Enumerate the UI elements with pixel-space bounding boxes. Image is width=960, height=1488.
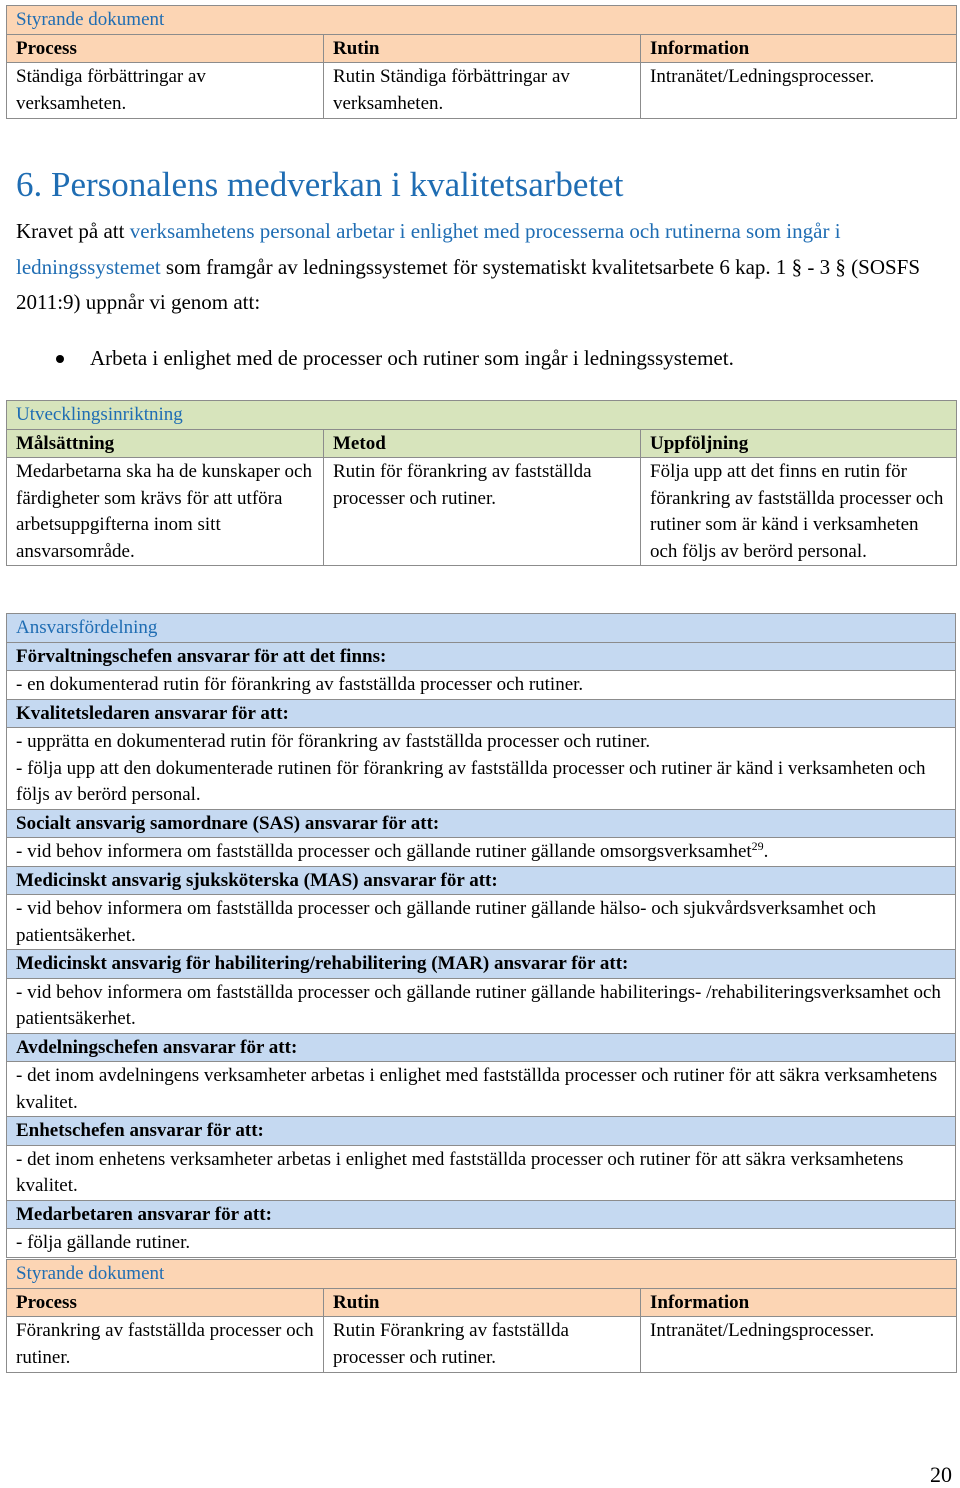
column-header-process: Process	[7, 1288, 324, 1317]
responsibility-heading: Socialt ansvarig samordnare (SAS) ansvarar för att:	[7, 809, 956, 838]
table-title: Utvecklingsinriktning	[7, 401, 957, 430]
table-title: Styrande dokument	[7, 6, 957, 35]
responsibility-item: - en dokumenterad rutin för förankring av fastställda processer och rutiner.	[7, 671, 956, 700]
table-cell-process: Ständiga förbättringar av verksamheten.	[7, 63, 324, 119]
table-cell-rutin: Rutin Ständiga förbättringar av verksamheten.	[324, 63, 641, 119]
table-cell-rutin: Rutin Förankring av fastställda processer och rutiner.	[324, 1317, 641, 1373]
responsibility-heading: Avdelningschefen ansvarar för att:	[7, 1033, 956, 1062]
governing-documents-table-bottom	[6, 1259, 957, 1373]
table-title: Ansvarsfördelning	[7, 614, 956, 643]
footnote-marker: 29	[751, 839, 764, 853]
section-title: Personalens medverkan i kvalitetsarbetet	[51, 165, 624, 204]
table-cell-malsattning: Medarbetarna ska ha de kunskaper och färdigheter som krävs för att utföra arbetsuppgifterna inom sitt ansvarsområde.	[7, 458, 324, 566]
column-header-uppfoljning: Uppföljning	[641, 429, 957, 458]
table-cell-information: Intranätet/Ledningsprocesser.	[641, 1317, 957, 1373]
governing-documents-table-top	[6, 5, 957, 119]
responsibility-line: - vid behov informera om fastställda processer och gällande rutiner gällande omsorgsverksamhet	[16, 841, 752, 862]
responsibility-heading: Kvalitetsledaren ansvarar för att:	[7, 699, 956, 728]
paragraph-highlight: verksamhetens personal arbetar i enlighet med processerna och rutinerna som ingår i ledningssystemet	[16, 219, 841, 279]
column-header-information: Information	[641, 1288, 957, 1317]
responsibility-item	[7, 838, 956, 867]
responsibility-line-tail: .	[763, 841, 769, 862]
responsibility-line: - upprätta en dokumenterad rutin för förankring av fastställda processer och rutiner.	[16, 731, 651, 752]
bullet-dot-icon	[56, 355, 64, 363]
table-cell-process: Förankring av fastställda processer och rutiner.	[7, 1317, 324, 1373]
section-number: 6.	[16, 165, 43, 204]
column-header-rutin: Rutin	[324, 34, 641, 63]
development-direction-table	[6, 400, 957, 566]
column-header-metod: Metod	[324, 429, 641, 458]
table-cell-information: Intranätet/Ledningsprocesser.	[641, 63, 957, 119]
responsibility-table	[6, 613, 956, 1258]
paragraph-text-start: Kravet på att	[16, 219, 130, 243]
column-header-malsattning: Målsättning	[7, 429, 324, 458]
responsibility-line: - följa upp att den dokumenterade rutinen för förankring av fastställda processer och rutiner är känd i verksamheten och följs av berörd personal.	[16, 757, 926, 805]
table-cell-uppfoljning: Följa upp att det finns en rutin för förankring av fastställda processer och rutiner som är känd i verksamheten och följs av berörd personal.	[641, 458, 957, 566]
responsibility-item: - följa gällande rutiner.	[7, 1229, 956, 1258]
paragraph-text-end: som framgår av ledningssystemet för systematiskt kvalitetsarbete 6 kap. 1 § - 3 § (SOSFS 2011:9) uppnår vi genom att:	[16, 254, 921, 314]
column-header-information: Information	[641, 34, 957, 63]
column-header-process: Process	[7, 34, 324, 63]
page-number: 20	[930, 1462, 952, 1487]
responsibility-heading: Medicinskt ansvarig sjuksköterska (MAS) ansvarar för att:	[7, 866, 956, 895]
section-heading	[16, 163, 623, 207]
table-title: Styrande dokument	[7, 1260, 957, 1289]
responsibility-heading: Enhetschefen ansvarar för att:	[7, 1117, 956, 1146]
responsibility-heading: Medarbetaren ansvarar för att:	[7, 1200, 956, 1229]
responsibility-item: - vid behov informera om fastställda processer och gällande rutiner gällande hälso- och sjukvårdsverksamhet och patientsäkerhet.	[7, 895, 956, 950]
responsibility-item	[7, 728, 956, 810]
column-header-rutin: Rutin	[324, 1288, 641, 1317]
responsibility-item: - det inom avdelningens verksamheter arbetas i enlighet med fastställda processer och rutiner för att säkra verksamhetens kvalitet.	[7, 1062, 956, 1117]
bullet-text: Arbeta i enlighet med de processer och rutiner som ingår i ledningssystemet.	[90, 346, 734, 370]
responsibility-heading: Förvaltningschefen ansvarar för att det finns:	[7, 642, 956, 671]
section-paragraph	[16, 214, 951, 321]
table-cell-metod: Rutin för förankring av fastställda processer och rutiner.	[324, 458, 641, 566]
bullet-item	[58, 342, 734, 374]
responsibility-item: - det inom enhetens verksamheter arbetas i enlighet med fastställda processer och rutiner för att säkra verksamhetens kvalitet.	[7, 1145, 956, 1200]
responsibility-heading: Medicinskt ansvarig för habilitering/rehabilitering (MAR) ansvarar för att:	[7, 950, 956, 979]
responsibility-item: - vid behov informera om fastställda processer och gällande rutiner gällande habiliterings- /rehabiliteringsverksamhet och patientsäkerhet.	[7, 978, 956, 1033]
